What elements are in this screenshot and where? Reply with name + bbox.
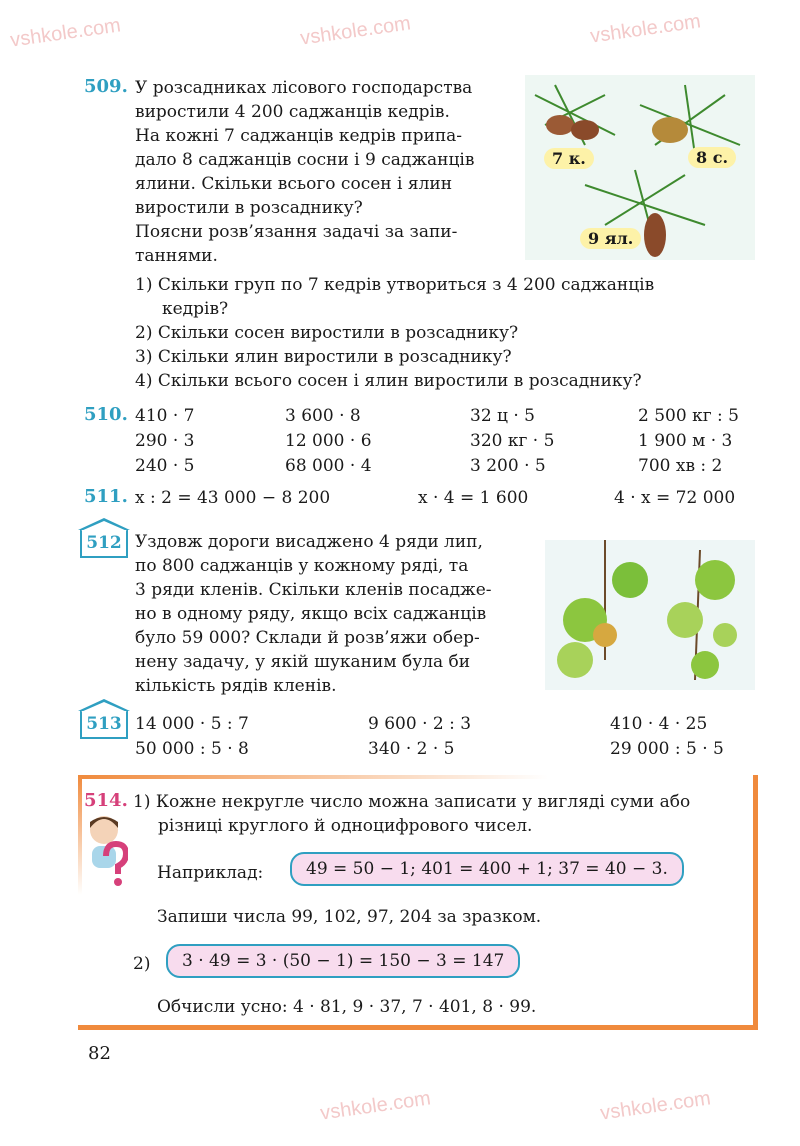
text-line: У розсадниках лісового господарства: [135, 78, 473, 98]
question-1-cont: кедрів?: [162, 299, 229, 319]
expression: 9 600 · 2 : 3: [368, 714, 472, 734]
expression: 410 · 4 · 25: [610, 714, 708, 734]
expression: 12 000 · 6: [285, 431, 372, 451]
text-line: дало 8 саджанців сосни і 9 саджанців: [135, 150, 475, 170]
expression: 1 900 м · 3: [638, 431, 733, 451]
expression: 320 кг · 5: [470, 431, 555, 451]
problem-number-511: 511.: [84, 486, 128, 507]
example-box: [290, 852, 684, 886]
task-text: Запиши числа 99, 102, 97, 204 за зразком.: [157, 907, 542, 927]
example2-box: [166, 944, 520, 978]
question-2: 2) Скільки сосен виростили в розсаднику?: [135, 323, 519, 343]
expression: 240 · 5: [135, 456, 195, 476]
text-line: Поясни розв’язання задачі за запи-: [135, 222, 458, 242]
label-spruce: 9 ял.: [580, 228, 641, 249]
text-line: по 800 саджанців у кожному ряді, та: [135, 556, 469, 576]
expression: 32 ц · 5: [470, 406, 535, 426]
expression: 290 · 3: [135, 431, 195, 451]
expression: 68 000 · 4: [285, 456, 372, 476]
watermark: vshkole.com: [598, 1087, 713, 1125]
part2-label: 2): [133, 954, 151, 974]
example2-text: 3 · 49 = 3 · (50 − 1) = 150 − 3 = 147: [182, 951, 505, 971]
watermark: vshkole.com: [8, 14, 123, 52]
text-line: На кожні 7 саджанців кедрів припа-: [135, 126, 463, 146]
expression: 2 500 кг : 5: [638, 406, 739, 426]
question-4: 4) Скільки всього сосен і ялин виростили в розсаднику?: [135, 371, 642, 391]
expression: 410 · 7: [135, 406, 195, 426]
text-line: таннями.: [135, 246, 218, 266]
task-text: Обчисли усно: 4 · 81, 9 · 37, 7 · 401, 8 · 99.: [157, 997, 537, 1017]
problem-number-514: 514.: [84, 790, 128, 811]
question-1: 1) Скільки груп по 7 кедрів утвориться з 4 200 саджанців: [135, 275, 655, 295]
thinking-boy-question-icon: [86, 812, 128, 887]
problem-number-510: 510.: [84, 404, 128, 425]
page-number: 82: [88, 1043, 111, 1064]
text-line: Уздовж дороги висаджено 4 ряди лип,: [135, 532, 483, 552]
expression: 340 · 2 · 5: [368, 739, 455, 759]
linden-maple-leaves-illustration: [545, 540, 755, 690]
text-line: кількість рядів кленів.: [135, 676, 337, 696]
text-line: різниці круглого й одноцифрового чисел.: [158, 816, 533, 836]
frame-top-edge: [78, 775, 548, 779]
problem-514-frame: [78, 775, 758, 1030]
expression: 14 000 · 5 : 7: [135, 714, 249, 734]
label-cedar: 7 к.: [544, 148, 594, 169]
text-line: нену задачу, у якій шуканим була би: [135, 652, 471, 672]
watermark: vshkole.com: [318, 1087, 433, 1125]
homework-house-icon-513: [80, 711, 128, 739]
frame-left-edge: [78, 775, 82, 895]
text-line: було 59 000? Склади й розв’яжи обер-: [135, 628, 480, 648]
text-line: 3 ряди кленів. Скільки кленів посадже-: [135, 580, 492, 600]
example-text: 49 = 50 − 1; 401 = 400 + 1; 37 = 40 − 3.: [306, 859, 668, 879]
question-3: 3) Скільки ялин виростили в розсаднику?: [135, 347, 512, 367]
equation: x · 4 = 1 600: [418, 488, 529, 508]
expression: 29 000 : 5 · 5: [610, 739, 724, 759]
expression: 3 200 · 5: [470, 456, 546, 476]
equation: x : 2 = 43 000 − 8 200: [135, 488, 331, 508]
label-pine: 8 с.: [688, 147, 736, 168]
problem-number-512: 512: [86, 533, 122, 553]
text-line: виростили в розсаднику?: [135, 198, 363, 218]
text-line: ялини. Скільки всього сосен і ялин: [135, 174, 453, 194]
equation: 4 · x = 72 000: [614, 488, 736, 508]
watermark: vshkole.com: [298, 12, 413, 50]
expression: 50 000 : 5 · 8: [135, 739, 249, 759]
problem-number-513: 513: [86, 714, 122, 734]
example-label: Наприклад:: [157, 863, 264, 883]
text-line: виростили 4 200 саджанців кедрів.: [135, 102, 450, 122]
text-line: но в одному ряду, якщо всіх саджанців: [135, 604, 487, 624]
expression: 3 600 · 8: [285, 406, 361, 426]
problem-number-509: 509.: [84, 76, 128, 97]
watermark: vshkole.com: [588, 10, 703, 48]
homework-house-icon-512: [80, 530, 128, 558]
expression: 700 хв : 2: [638, 456, 723, 476]
text-line: 1) Кожне некругле число можна записати у вигляді суми або: [133, 792, 691, 812]
